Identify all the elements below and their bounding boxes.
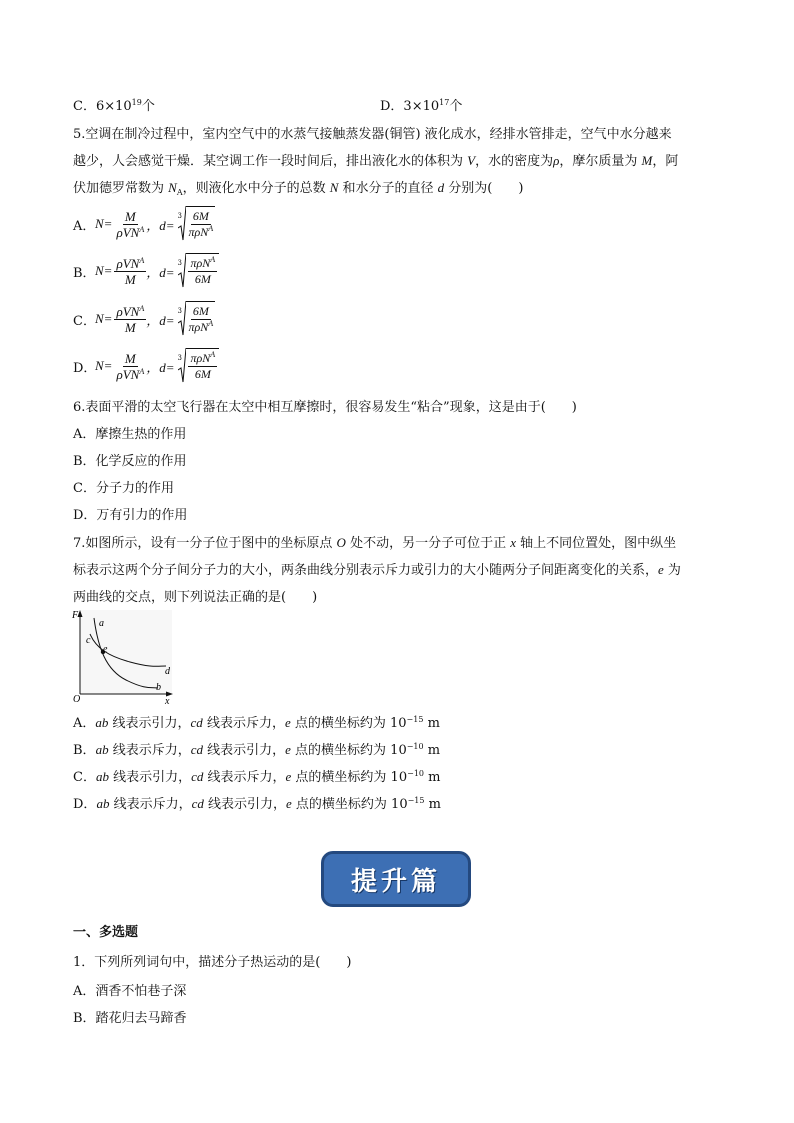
radicand-den: [188, 225, 213, 240]
section-heading: 一、多选题: [73, 925, 139, 940]
den-text: ρVN: [116, 366, 140, 382]
sub-A: A: [139, 255, 145, 265]
exponent: −10: [407, 769, 424, 778]
text: 线表示引力，: [108, 770, 192, 785]
text: 线表示引力，: [203, 797, 286, 812]
q7-option-d[interactable]: [73, 793, 441, 812]
text: 处不动，另一分子可位于正: [345, 536, 511, 551]
text: 伏加德罗常数为: [73, 181, 169, 196]
q7-option-b[interactable]: [73, 739, 440, 758]
radicand-den: [188, 320, 213, 335]
denominator: [114, 225, 146, 240]
text: 点的横坐标约为 10: [290, 716, 407, 731]
radicand-den: 6M: [194, 367, 211, 381]
q5-option-b[interactable]: [73, 251, 219, 291]
radicand: [186, 206, 215, 240]
var-cd: cd: [191, 796, 204, 811]
q7-stem-line3: 两曲线的交点，则下列说法正确的是( ): [73, 590, 318, 605]
q5-option-c[interactable]: [73, 299, 215, 339]
option-label: A．: [73, 218, 96, 234]
q6-option-c[interactable]: C．分子力的作用: [73, 481, 174, 496]
var-NA: N: [168, 180, 177, 195]
num-text: ρVN: [116, 255, 140, 271]
numerator: M: [124, 350, 136, 366]
exponent: −10: [406, 742, 424, 751]
text: 线表示引力，: [202, 743, 286, 758]
var-e: e: [284, 715, 291, 730]
var-cd: cd: [190, 742, 203, 757]
var-e: e: [658, 562, 664, 577]
text: 线表示斥力，: [202, 716, 285, 731]
label-c: c: [86, 635, 91, 646]
den-text: πρN: [188, 225, 209, 239]
denominator: M: [124, 271, 136, 287]
text: 7.如图所示，设有一分子位于图中的坐标原点: [73, 536, 337, 551]
q5-stem-line2: [73, 150, 678, 169]
var-cd: cd: [191, 769, 204, 784]
q7-stem-line1: [73, 532, 676, 551]
q5-stem-line3: [73, 177, 523, 196]
label-a: a: [99, 618, 104, 629]
s1-q1-stem: 1．下列所列词句中，描述分子热运动的是( ): [73, 955, 352, 970]
text: ，阿: [652, 154, 679, 169]
cube-root: [178, 206, 215, 242]
s1-q1-option-a[interactable]: A．酒香不怕巷子深: [73, 984, 187, 999]
var-M: M: [641, 153, 653, 168]
var-d: d: [437, 180, 445, 195]
var-N: N: [329, 180, 339, 195]
denominator: [114, 367, 146, 382]
var-ab: ab: [95, 715, 109, 730]
option-label: D．: [73, 360, 97, 376]
d-equals: ，d=: [146, 359, 175, 375]
text: 为: [663, 563, 681, 578]
var-e: e: [286, 796, 292, 811]
n-fraction: [114, 304, 146, 335]
den-text: πρN: [188, 320, 209, 334]
option-suffix: 个: [449, 99, 463, 114]
option-c-previous: [73, 95, 155, 114]
numerator: M: [124, 208, 136, 224]
sub-A: A: [139, 224, 145, 234]
label-e: e: [103, 644, 108, 655]
radicand: [186, 301, 215, 335]
q6-option-a[interactable]: A．摩擦生热的作用: [73, 427, 187, 442]
radicand: [186, 253, 219, 287]
var-ab: ab: [96, 796, 110, 811]
text: 线表示斥力，: [109, 797, 192, 812]
numerator: [114, 304, 146, 320]
num-text: πρN: [190, 256, 211, 270]
exponent: −15: [406, 715, 424, 724]
exponent: −15: [407, 796, 425, 805]
q7-option-c[interactable]: [73, 766, 440, 785]
sub-A: A: [208, 224, 214, 233]
root-index: 3: [177, 212, 182, 220]
radicand: [186, 348, 219, 382]
n-equals: N=: [95, 263, 113, 278]
cube-root: [178, 348, 219, 384]
option-label: B．: [73, 743, 96, 758]
d-equals: ，d=: [146, 264, 175, 280]
text: 线表示斥力，: [203, 770, 286, 785]
var-cd: cd: [190, 715, 203, 730]
option-label: A．: [73, 716, 96, 731]
q5-option-a[interactable]: [73, 204, 215, 244]
text: 线表示引力，: [108, 716, 191, 731]
cube-root: [178, 301, 215, 337]
sub-A: A: [208, 319, 214, 328]
var-ab: ab: [95, 769, 109, 784]
radicand-num: 6M: [192, 304, 209, 318]
q6-option-d[interactable]: D．万有引力的作用: [73, 508, 188, 523]
q7-stem-line2: [73, 559, 681, 578]
cube-root: [178, 253, 219, 289]
root-index: 3: [177, 307, 182, 315]
var-e: e: [285, 742, 291, 757]
numerator: [114, 256, 146, 272]
text: 轴上不同位置处，图中纵坐: [515, 536, 677, 551]
n-fraction: [114, 209, 146, 240]
n-fraction: [114, 256, 146, 287]
var-x: x: [510, 535, 516, 550]
d-equals: ，d=: [146, 217, 175, 233]
text: 和水分子的直径: [338, 181, 438, 196]
n-equals: N=: [95, 216, 113, 231]
text: 标表示这两个分子间分子力的大小，两条曲线分别表示斥力或引力的大小随两分子间距离变化的关系，: [73, 563, 659, 578]
radicand-num: [188, 256, 217, 272]
option-label: D．: [73, 797, 97, 812]
d-equals: ，d=: [146, 312, 175, 328]
var-ab: ab: [95, 742, 109, 757]
molecular-force-graph: [70, 608, 180, 706]
denominator: M: [124, 319, 136, 335]
exponent: 17: [439, 98, 450, 107]
text: ，摩尔质量为: [559, 154, 642, 169]
option-text: D．3×10: [380, 99, 440, 114]
label-x: x: [165, 696, 170, 706]
unit: m: [424, 797, 441, 812]
q7-option-a[interactable]: [73, 712, 440, 731]
var-O: O: [336, 535, 346, 550]
label-b: b: [156, 682, 161, 693]
text: 点的横坐标约为 10: [290, 743, 407, 758]
q6-option-b[interactable]: B．化学反应的作用: [73, 454, 187, 469]
unit: m: [423, 743, 441, 758]
sub-A: A: [139, 303, 145, 313]
unit: m: [424, 770, 441, 785]
text: 点的横坐标约为 10: [291, 770, 408, 785]
section-banner: 提升篇: [321, 851, 471, 907]
q5-option-d[interactable]: [73, 346, 219, 386]
option-suffix: 个: [141, 99, 155, 114]
option-label: B．: [73, 265, 96, 281]
text: ，则液化水中分子的总数: [182, 181, 330, 196]
text: 线表示斥力，: [108, 743, 191, 758]
radicand-num: 6M: [192, 209, 209, 223]
root-index: 3: [177, 354, 182, 362]
option-d-previous: [380, 95, 462, 114]
text: ，水的密度为: [475, 154, 554, 169]
radicand-num: [188, 351, 217, 367]
n-fraction: [114, 351, 146, 382]
label-F: F: [72, 610, 79, 621]
sub-A: A: [210, 350, 216, 359]
num-text: ρVN: [116, 303, 140, 319]
q5-stem-line1: 5.空调在制冷过程中，室内空气中的水蒸气接触蒸发器(铜管) 液化成水，经排水管排走，空气中水分越来: [73, 127, 672, 142]
root-index: 3: [177, 259, 182, 267]
s1-q1-option-b[interactable]: B．踏花归去马蹄香: [73, 1011, 187, 1026]
text: 点的横坐标约为 10: [291, 797, 408, 812]
unit: m: [423, 716, 440, 731]
n-equals: N=: [95, 311, 113, 326]
subscript: A: [176, 188, 183, 197]
var-V: V: [467, 153, 476, 168]
sub-A: A: [210, 255, 216, 264]
sub-A: A: [139, 366, 145, 376]
n-equals: N=: [95, 358, 113, 373]
var-e: e: [285, 769, 292, 784]
option-label: C．: [73, 770, 96, 785]
option-text: C．6×10: [73, 99, 132, 114]
label-O: O: [73, 694, 81, 705]
exponent: 19: [131, 98, 142, 107]
q6-stem: 6.表面平滑的太空飞行器在太空中相互摩擦时，很容易发生“粘合”现象，这是由于( ): [73, 400, 577, 415]
option-label: C．: [73, 313, 96, 329]
text: 越少，人会感觉干燥．某空调工作一段时间后，排出液化水的体积为: [73, 154, 468, 169]
label-d: d: [165, 666, 170, 677]
var-rho: ρ: [553, 153, 560, 168]
den-text: ρVN: [116, 224, 140, 240]
text: 分别为( ): [444, 181, 524, 196]
num-text: πρN: [190, 351, 211, 365]
radicand-den: 6M: [194, 272, 211, 286]
